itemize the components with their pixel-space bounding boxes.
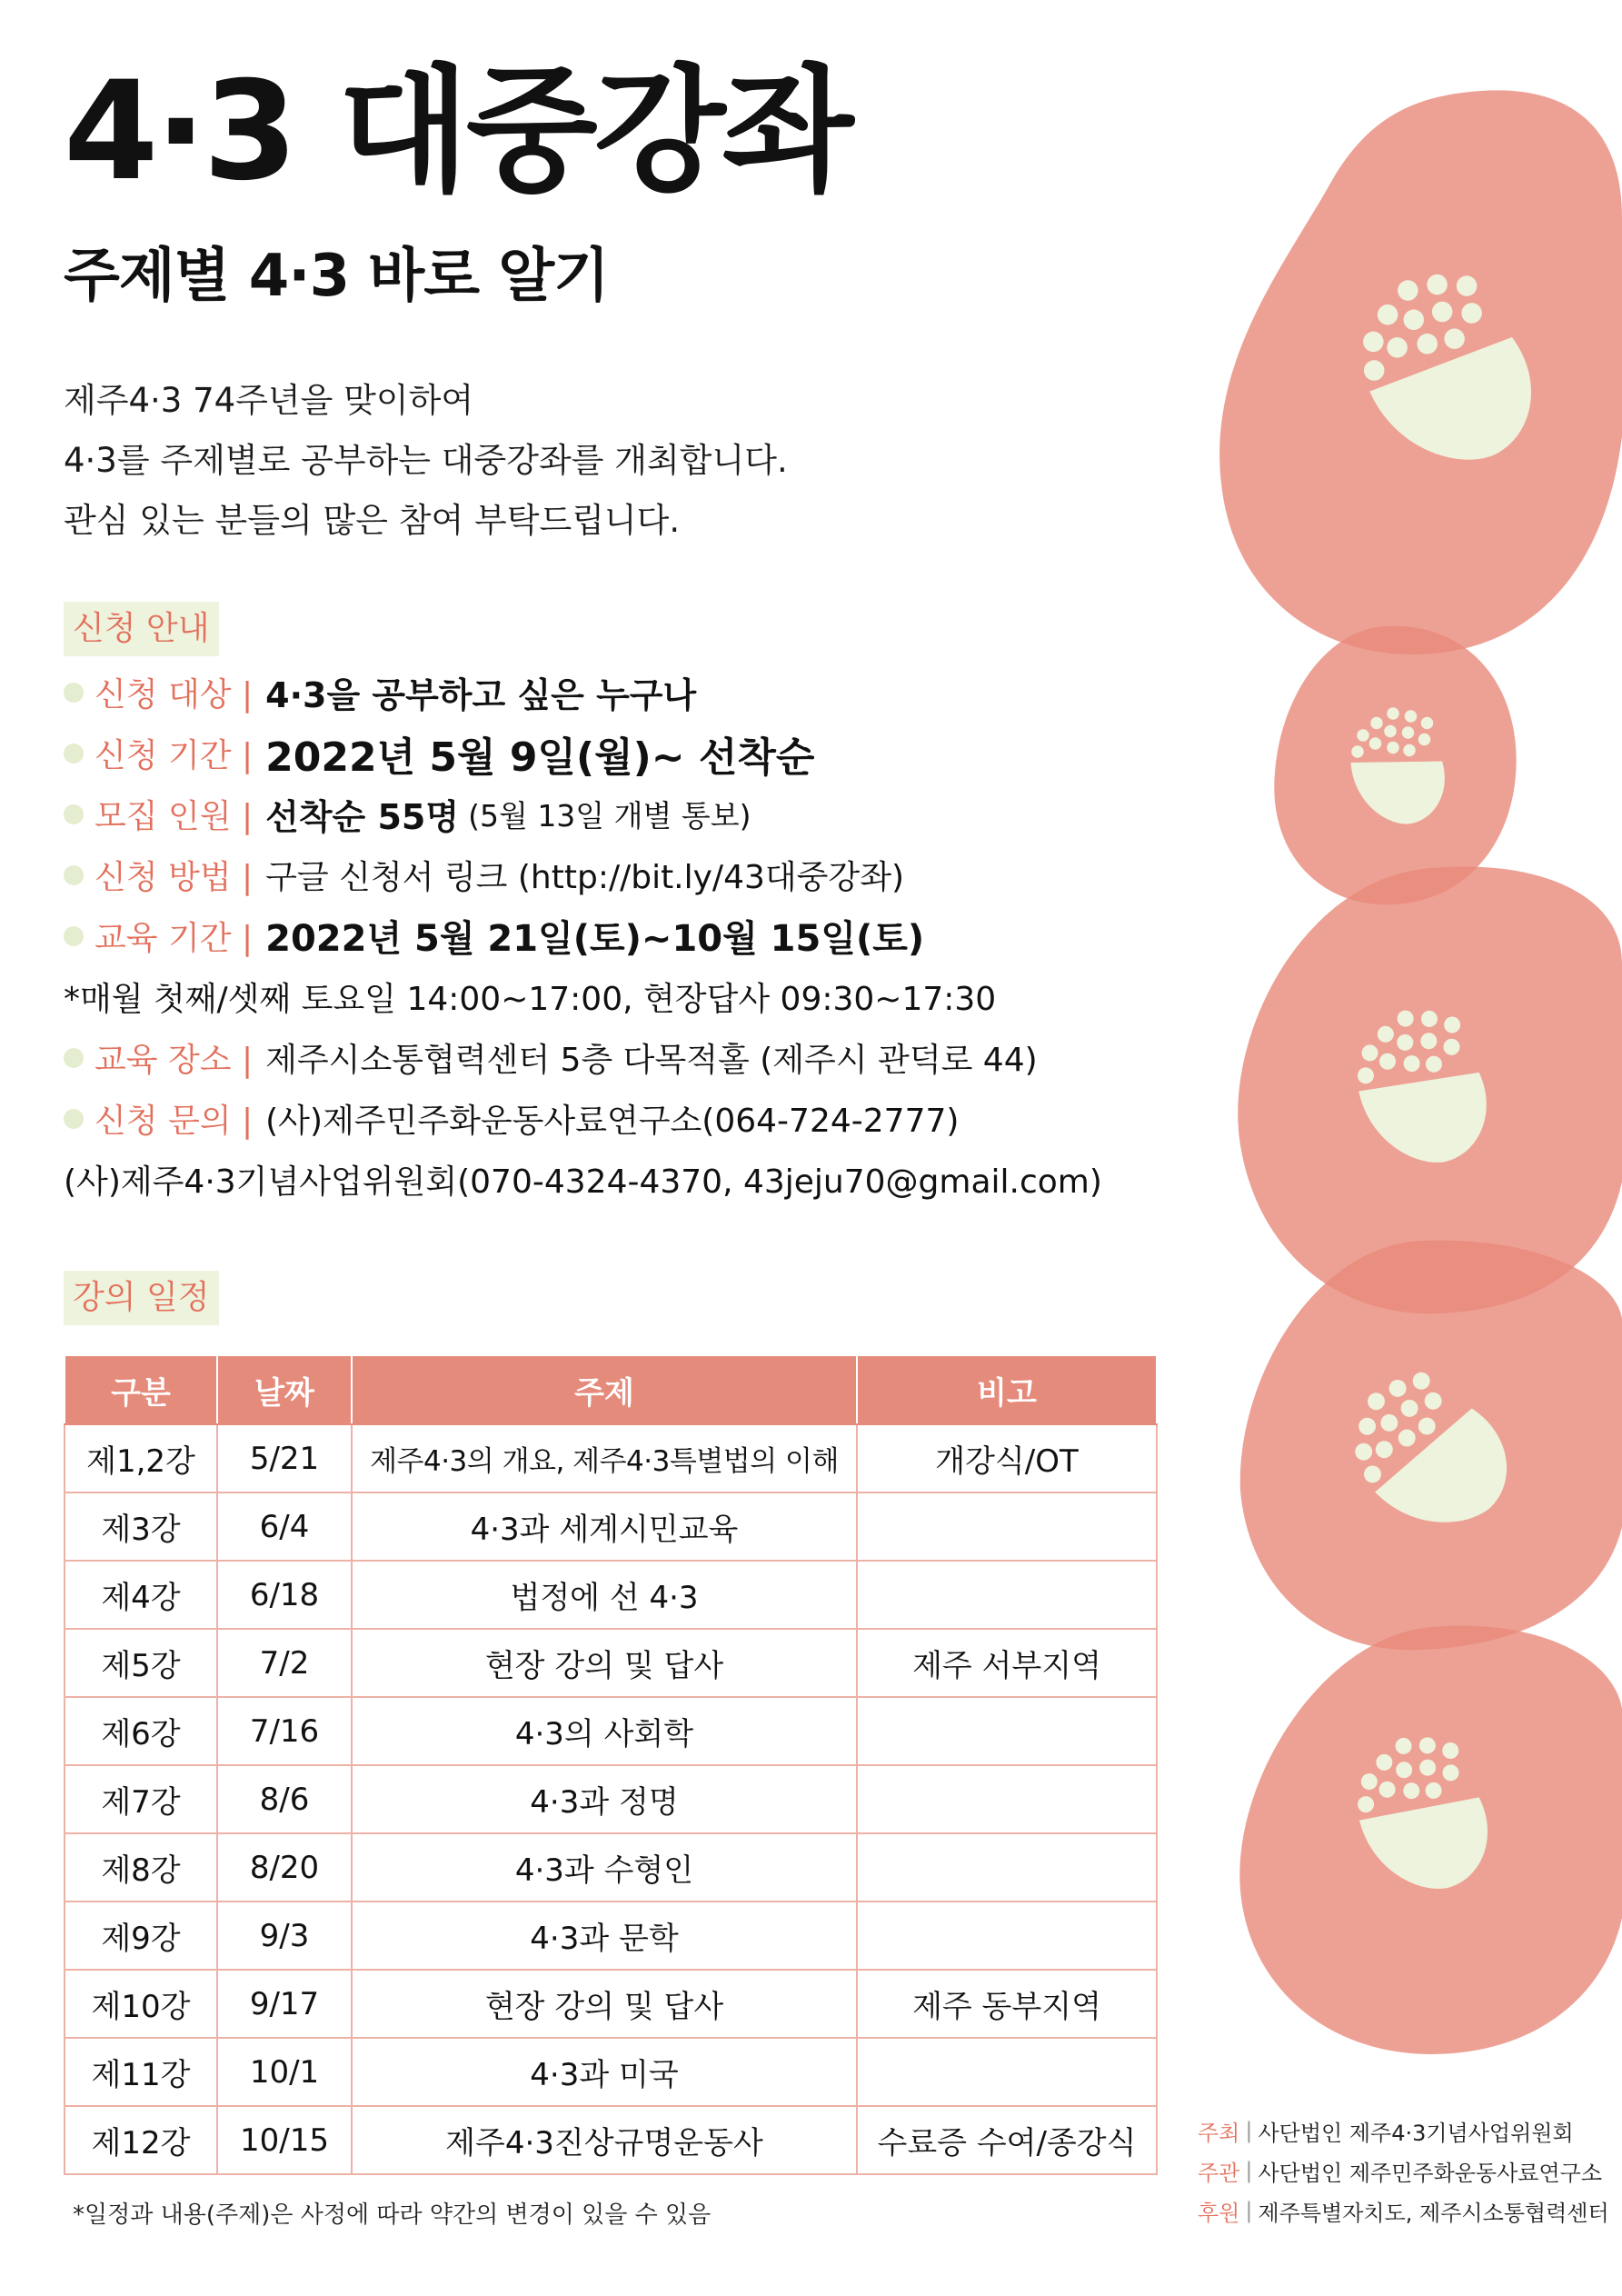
info-contact-2: (사)제주4·3기념사업위원회(070-4324-4370, 43jeju70@gmail.com) [64,1163,1102,1201]
info-capacity [64,784,1102,844]
table-cell: 제4강 [65,1561,217,1629]
table-cell: 9/17 [217,1970,352,2038]
credit-sponsor [1198,2191,1609,2231]
table-cell: 4·3과 정명 [352,1765,857,1833]
table-cell: 개강식/OT [857,1424,1157,1492]
credit-role: 주관 [1198,2160,1240,2186]
table-cell: 제10강 [65,1970,217,2038]
table-cell: 수료증 수여/종강식 [857,2106,1157,2174]
table-cell: 10/15 [217,2106,352,2174]
info-contact [64,1088,1102,1149]
table-cell: 5/21 [217,1424,352,1492]
application-link[interactable]: 구글 신청서 링크 (http://bit.ly/43대중강좌) [265,859,905,896]
table-row [65,1697,1157,1765]
intro-line: 4·3를 주제별로 공부하는 대중강좌를 개최합니다. [64,441,788,480]
bullet-icon [64,926,84,946]
schedule-table [64,1354,1158,2175]
credit-host [1198,2111,1609,2151]
info-value: 4·3을 공부하고 싶은 누구나 [265,675,697,715]
table-cell: 제주 동부지역 [857,1970,1157,2038]
camellia-decoration [1149,0,1622,2296]
intro-line: 관심 있는 분들의 많은 참여 부탁드립니다. [64,501,681,540]
info-value: (사)제주민주화운동사료연구소(064-724-2777) [265,1103,960,1140]
table-row [65,2106,1157,2174]
credit-org: 제주특별자치도, 제주시소통협력센터 [1258,2200,1609,2226]
table-cell: 8/20 [217,1833,352,1902]
table-cell [857,1765,1157,1833]
credit-role: 후원 [1198,2200,1240,2226]
table-cell: 제7강 [65,1765,217,1833]
bullet-icon [64,683,84,703]
table-header-row [65,1355,1157,1424]
table-cell [857,1697,1157,1765]
table-cell: 7/16 [217,1697,352,1765]
table-cell: 9/3 [217,1902,352,1970]
info-note: (5월 13일 개별 통보) [468,798,751,834]
table-cell: 제6강 [65,1697,217,1765]
table-row [65,1492,1157,1561]
table-cell: 제1,2강 [65,1424,217,1492]
page-title: 4·3 대중강좌 [64,53,851,211]
table-cell: 제주 서부지역 [857,1629,1157,1697]
table-cell: 제주4·3의 개요, 제주4·3특별법의 이해 [352,1424,857,1492]
table-cell: 제주4·3진상규명운동사 [352,2106,857,2174]
table-row [65,1833,1157,1902]
column-header: 비고 [857,1355,1157,1424]
info-target [64,662,1102,723]
credit-org: 사단법인 제주4·3기념사업위원회 [1258,2120,1574,2146]
info-venue [64,1027,1102,1088]
table-cell [857,2038,1157,2106]
info-label: 교육 기간 | [95,920,254,957]
info-label: 신청 기간 | [95,737,254,774]
info-edu-note: *매월 첫째/셋째 토요일 14:00~17:00, 현장답사 09:30~17:30 [64,981,997,1018]
table-cell [857,1561,1157,1629]
table-row [65,2038,1157,2106]
info-edu-period [64,905,1102,966]
info-label: 신청 방법 | [95,859,254,896]
table-row [65,1629,1157,1697]
info-value: 선착순 55명 [265,797,460,837]
credits [1198,2111,1609,2231]
table-row [65,1902,1157,1970]
table-row [65,1970,1157,2038]
table-cell: 제3강 [65,1492,217,1561]
info-label: 교육 장소 | [95,1042,254,1079]
table-cell: 4·3의 사회학 [352,1697,857,1765]
table-cell: 4·3과 문학 [352,1902,857,1970]
application-section-label: 신청 안내 [64,602,219,656]
info-label: 신청 대상 | [95,676,254,714]
table-cell: 4·3과 미국 [352,2038,857,2106]
page-subtitle: 주제별 4·3 바로 알기 [64,243,609,310]
table-row [65,1765,1157,1833]
credit-organizer [1198,2151,1609,2191]
table-cell: 법정에 선 4·3 [352,1561,857,1629]
info-label: 신청 문의 | [95,1103,254,1140]
credit-separator: | [1245,2158,1253,2183]
table-cell: 7/2 [217,1629,352,1697]
credit-org: 사단법인 제주민주화운동사료연구소 [1258,2160,1603,2186]
intro-line: 제주4·3 74주년을 맞이하여 [64,381,474,420]
intro-text [64,371,788,551]
table-cell [857,1902,1157,1970]
info-value: 제주시소통협력센터 5층 다목적홀 (제주시 관덕로 44) [265,1042,1038,1079]
credit-role: 주최 [1198,2120,1240,2146]
table-cell [857,1492,1157,1561]
credit-separator: | [1245,2118,1253,2143]
schedule-footnote: *일정과 내용(주제)은 사정에 따라 약간의 변경이 있을 수 있음 [73,2201,711,2229]
table-cell: 6/4 [217,1492,352,1561]
application-info-list [64,662,1102,1210]
column-header: 구분 [65,1355,217,1424]
table-cell: 현장 강의 및 답사 [352,1629,857,1697]
bullet-icon [64,804,84,824]
table-cell: 10/1 [217,2038,352,2106]
info-period [64,723,1102,784]
table-cell: 8/6 [217,1765,352,1833]
bullet-icon [64,744,84,764]
table-cell: 제9강 [65,1902,217,1970]
table-cell: 4·3과 세계시민교육 [352,1492,857,1561]
info-method [64,844,1102,905]
table-cell: 4·3과 수형인 [352,1833,857,1902]
credit-separator: | [1245,2198,1253,2223]
table-row [65,1561,1157,1629]
info-value: 2022년 5월 9일(월)~ 선착순 [265,734,815,781]
table-cell [857,1833,1157,1902]
table-cell: 제5강 [65,1629,217,1697]
table-cell: 제11강 [65,2038,217,2106]
column-header: 주제 [352,1355,857,1424]
table-cell: 제8강 [65,1833,217,1902]
column-header: 날짜 [217,1355,352,1424]
table-row [65,1424,1157,1492]
table-cell: 6/18 [217,1561,352,1629]
info-value: 2022년 5월 21일(토)~10월 15일(토) [265,918,925,960]
table-cell: 제12강 [65,2106,217,2174]
bullet-icon [64,865,84,885]
table-cell: 현장 강의 및 답사 [352,1970,857,2038]
schedule-section-label: 강의 일정 [64,1271,219,1325]
bullet-icon [64,1048,84,1068]
info-label: 모집 인원 | [95,798,254,835]
bullet-icon [64,1109,84,1129]
